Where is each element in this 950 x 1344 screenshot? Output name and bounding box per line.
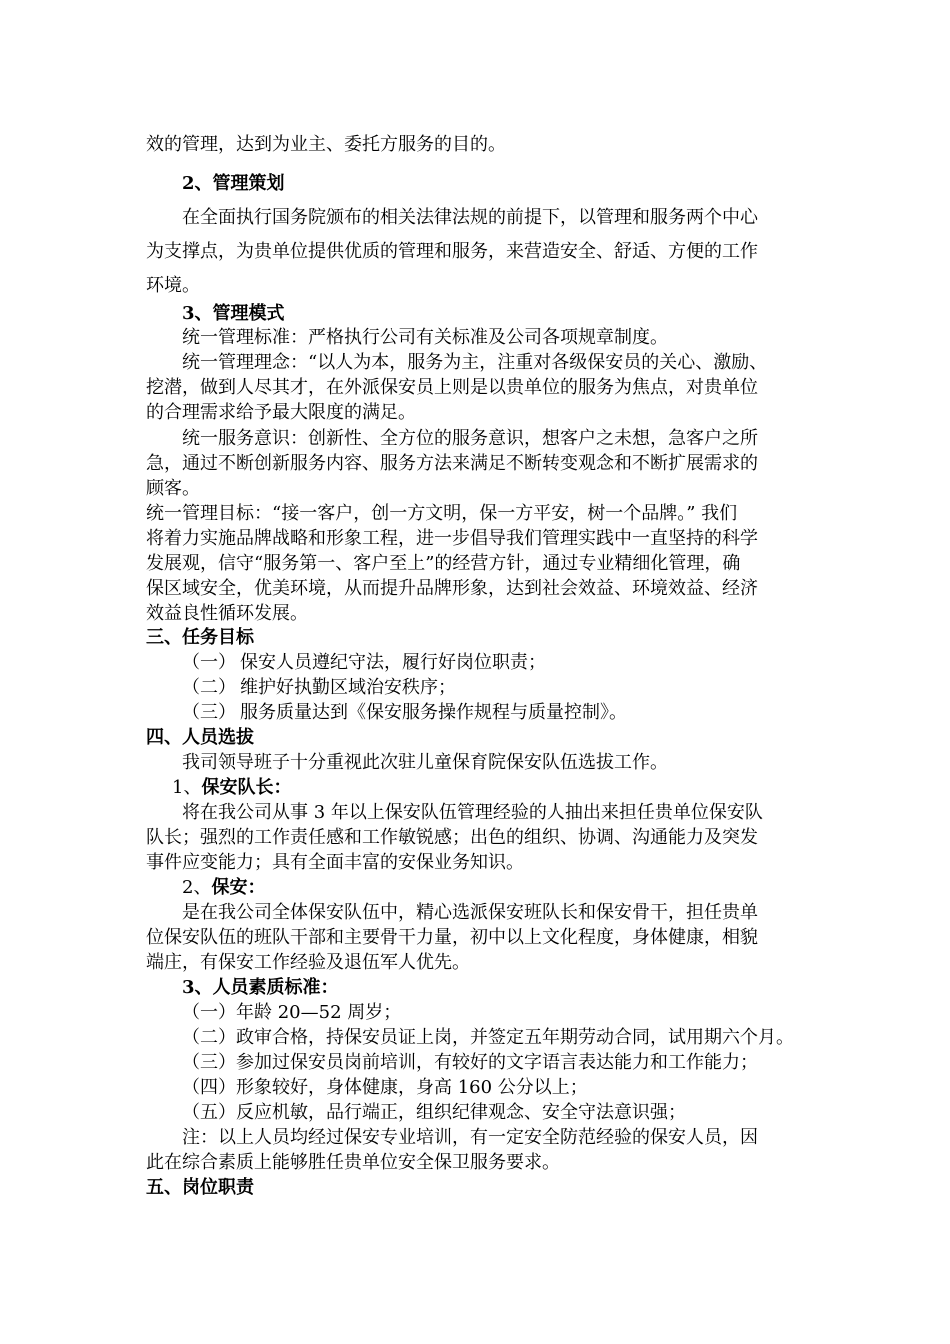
text-line: 效益良性循环发展。: [146, 603, 308, 624]
note-text: 此在综合素质上能够胜任贵单位安全保卫服务要求。: [146, 1152, 560, 1173]
text-line: 位保安队伍的班队干部和主要骨干力量，初中以上文化程度，身体健康，相貌: [146, 927, 758, 948]
subheading-label: 保安队长：: [201, 777, 292, 798]
text-line: 统一管理目标：“接一客户，创一方文明，保一方平安，树一个品牌。” 我们: [146, 503, 738, 524]
section-heading-personnel-selection: 四、人员选拔: [146, 727, 254, 748]
goal-number: （三）: [182, 702, 236, 723]
subheading-captain: [172, 777, 291, 799]
text-line: 环境。: [146, 275, 200, 296]
text-line: 统一管理标准：严格执行公司有关标准及公司各项规章制度。: [182, 327, 668, 348]
list-item: （一）年龄 20—52 周岁；: [182, 1002, 402, 1023]
text-line: 保区域安全，优美环境，从而提升品牌形象，达到社会效益、环境效益、经济: [146, 578, 758, 599]
text-line: 发展观，信守“服务第一、客户至上”的经营方针，通过专业精细化管理，确: [146, 553, 741, 574]
text-line: 统一管理理念：“以人为本，服务为主，注重对各级保安员的关心、激励、: [182, 352, 768, 373]
text-line: 顾客。: [146, 478, 200, 499]
text-line: 统一服务意识：创新性、全方位的服务意识，想客户之未想，急客户之所: [182, 428, 758, 449]
text-line: 急，通过不断创新服务内容、服务方法来满足不断转变观念和不断扩展需求的: [146, 453, 758, 474]
subheading-number: 2、: [182, 877, 212, 898]
text-line: 端庄，有保安工作经验及退伍军人优先。: [146, 952, 470, 973]
section-heading-management-planning: 2、管理策划: [182, 173, 285, 194]
goal-text: 服务质量达到《保安服务操作规程与质量控制》。: [240, 702, 627, 723]
text-line: 的合理需求给予最大限度的满足。: [146, 402, 416, 423]
goal-number: （二）: [182, 677, 236, 698]
section-heading-job-duties: 五、岗位职责: [146, 1177, 254, 1198]
section-heading-management-mode: 3、管理模式: [182, 303, 285, 324]
note-text: 注：以上人员均经过保安专业培训，有一定安全防范经验的保安人员，因: [182, 1127, 758, 1148]
goal-text: 保安人员遵纪守法，履行好岗位职责；: [240, 652, 546, 673]
subheading-label: 保安：: [211, 877, 266, 898]
text-line: 在全面执行国务院颁布的相关法律法规的前提下，以管理和服务两个中心: [182, 207, 758, 228]
text-line: 队长；强烈的工作责任感和工作敏锐感；出色的组织、协调、沟通能力及突发: [146, 827, 758, 848]
subheading-guard: [182, 877, 265, 899]
text-line: 我司领导班子十分重视此次驻儿童保育院保安队伍选拔工作。: [182, 752, 668, 773]
list-item: （三）参加过保安员岗前培训，有较好的文字语言表达能力和工作能力；: [182, 1052, 758, 1073]
goal-number: （一）: [182, 652, 236, 673]
text-line: 将着力实施品牌战略和形象工程，进一步倡导我们管理实践中一直坚持的科学: [146, 528, 758, 549]
subheading-quality-standards: 3、人员素质标准：: [182, 977, 339, 998]
text-line: 是在我公司全体保安队伍中，精心选派保安班队长和保安骨干，担任贵单: [182, 902, 758, 923]
list-item: （二）政审合格，持保安员证上岗，并签定五年期劳动合同，试用期六个月。: [182, 1027, 794, 1048]
text-line: 事件应变能力；具有全面丰富的安保业务知识。: [146, 852, 524, 873]
list-item: （四）形象较好，身体健康，身高 160 公分以上；: [182, 1077, 588, 1098]
subheading-number: 1、: [172, 777, 202, 798]
list-item: （五）反应机敏，品行端正，组织纪律观念、安全守法意识强；: [182, 1102, 686, 1123]
text-line: 效的管理，达到为业主、委托方服务的目的。: [146, 134, 506, 155]
text-line: 为支撑点，为贵单位提供优质的管理和服务，来营造安全、舒适、方便的工作: [146, 241, 758, 262]
text-line: 挖潜，做到人尽其才，在外派保安员上则是以贵单位的服务为焦点，对贵单位: [146, 377, 758, 398]
section-heading-task-goals: 三、任务目标: [146, 627, 254, 648]
text-line: 将在我公司从事 3 年以上保安队伍管理经验的人抽出来担任贵单位保安队: [182, 802, 763, 823]
goal-text: 维护好执勤区域治安秩序；: [240, 677, 456, 698]
